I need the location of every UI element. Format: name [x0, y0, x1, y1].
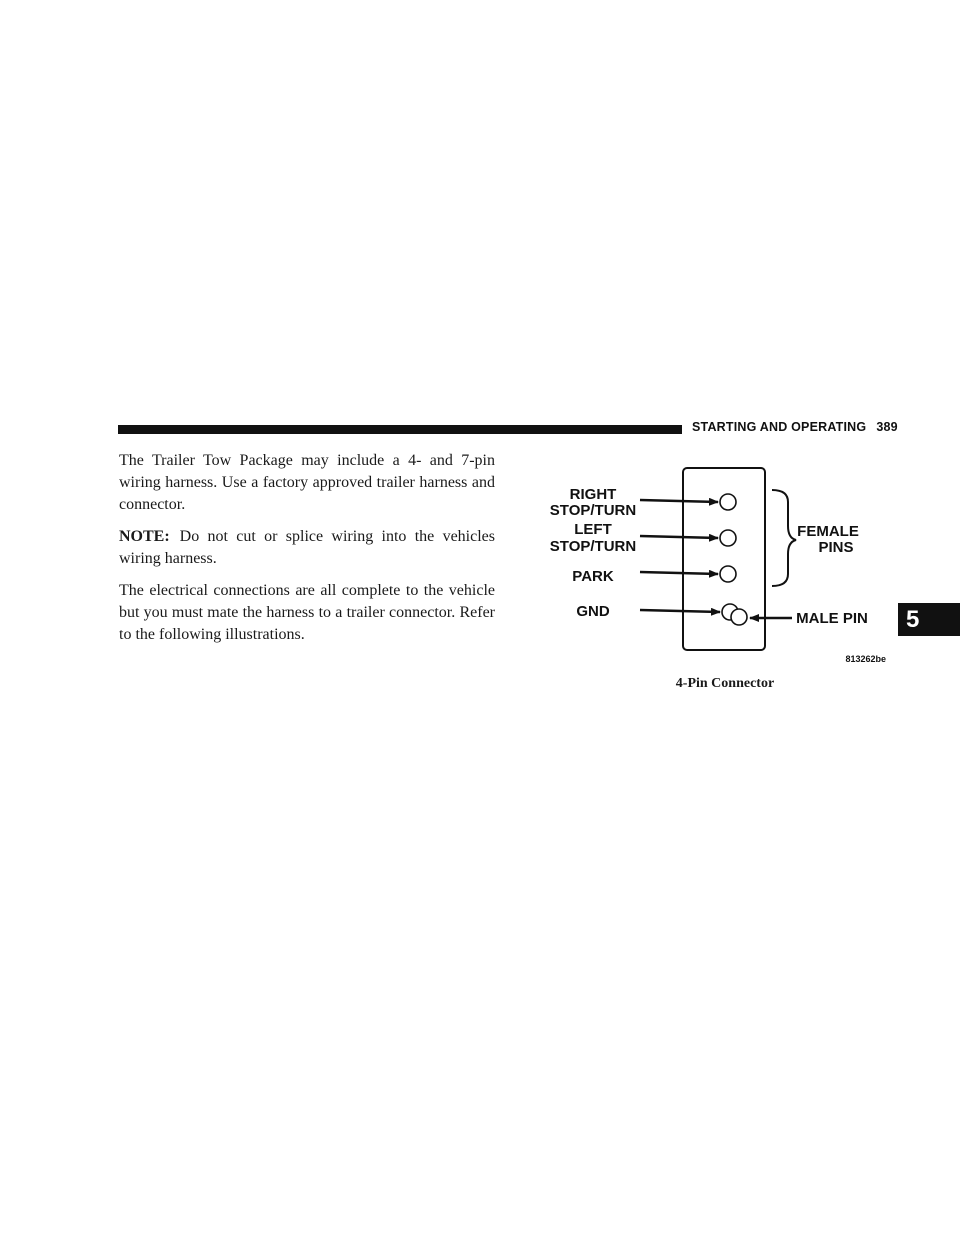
- arrow-left-stop-turn: [640, 536, 718, 538]
- label-gnd: GND: [576, 603, 610, 620]
- label-male-pin: MALE PIN: [796, 610, 868, 627]
- note-text: Do not cut or splice wiring into the vehicles wiring harness.: [119, 528, 495, 567]
- paragraph-connections: The electrical connections are all complete to the vehicle but you must mate the harness to a trailer connector. Refer to the following illustrations.: [119, 582, 495, 643]
- connector-diagram-svg: [540, 462, 910, 672]
- chapter-tab: 5: [898, 603, 960, 636]
- female-pin-left: [720, 530, 736, 546]
- page-number: 389: [876, 420, 898, 434]
- arrow-right-stop-turn: [640, 500, 718, 502]
- figure-id: 813262be: [845, 654, 886, 664]
- label-left-line2: STOP/TURN: [549, 538, 637, 555]
- label-park: PARK: [572, 568, 614, 585]
- arrow-park: [640, 572, 718, 574]
- female-pin-right: [720, 494, 736, 510]
- arrow-gnd: [640, 610, 720, 612]
- connector-diagram: [540, 462, 910, 672]
- header-rule: [118, 425, 682, 434]
- label-female-line2: PINS: [818, 539, 854, 556]
- section-title: STARTING AND OPERATING: [692, 420, 867, 434]
- running-header: [692, 420, 898, 434]
- label-left-line1: LEFT: [574, 521, 612, 538]
- note-label: NOTE:: [119, 528, 170, 545]
- note-paragraph: [119, 526, 495, 570]
- label-right-line1: RIGHT: [569, 486, 617, 503]
- male-pin-front: [731, 609, 747, 625]
- label-right-line2: STOP/TURN: [549, 502, 637, 519]
- label-female-line1: FEMALE: [797, 523, 859, 540]
- female-pins-brace: [772, 490, 796, 586]
- paragraph-intro: The Trailer Tow Package may include a 4- and 7-pin wiring harness. Use a factory approved trailer harness and connector.: [119, 452, 495, 513]
- female-pin-park: [720, 566, 736, 582]
- figure-caption: 4-Pin Connector: [675, 676, 775, 691]
- body-text: [119, 450, 495, 656]
